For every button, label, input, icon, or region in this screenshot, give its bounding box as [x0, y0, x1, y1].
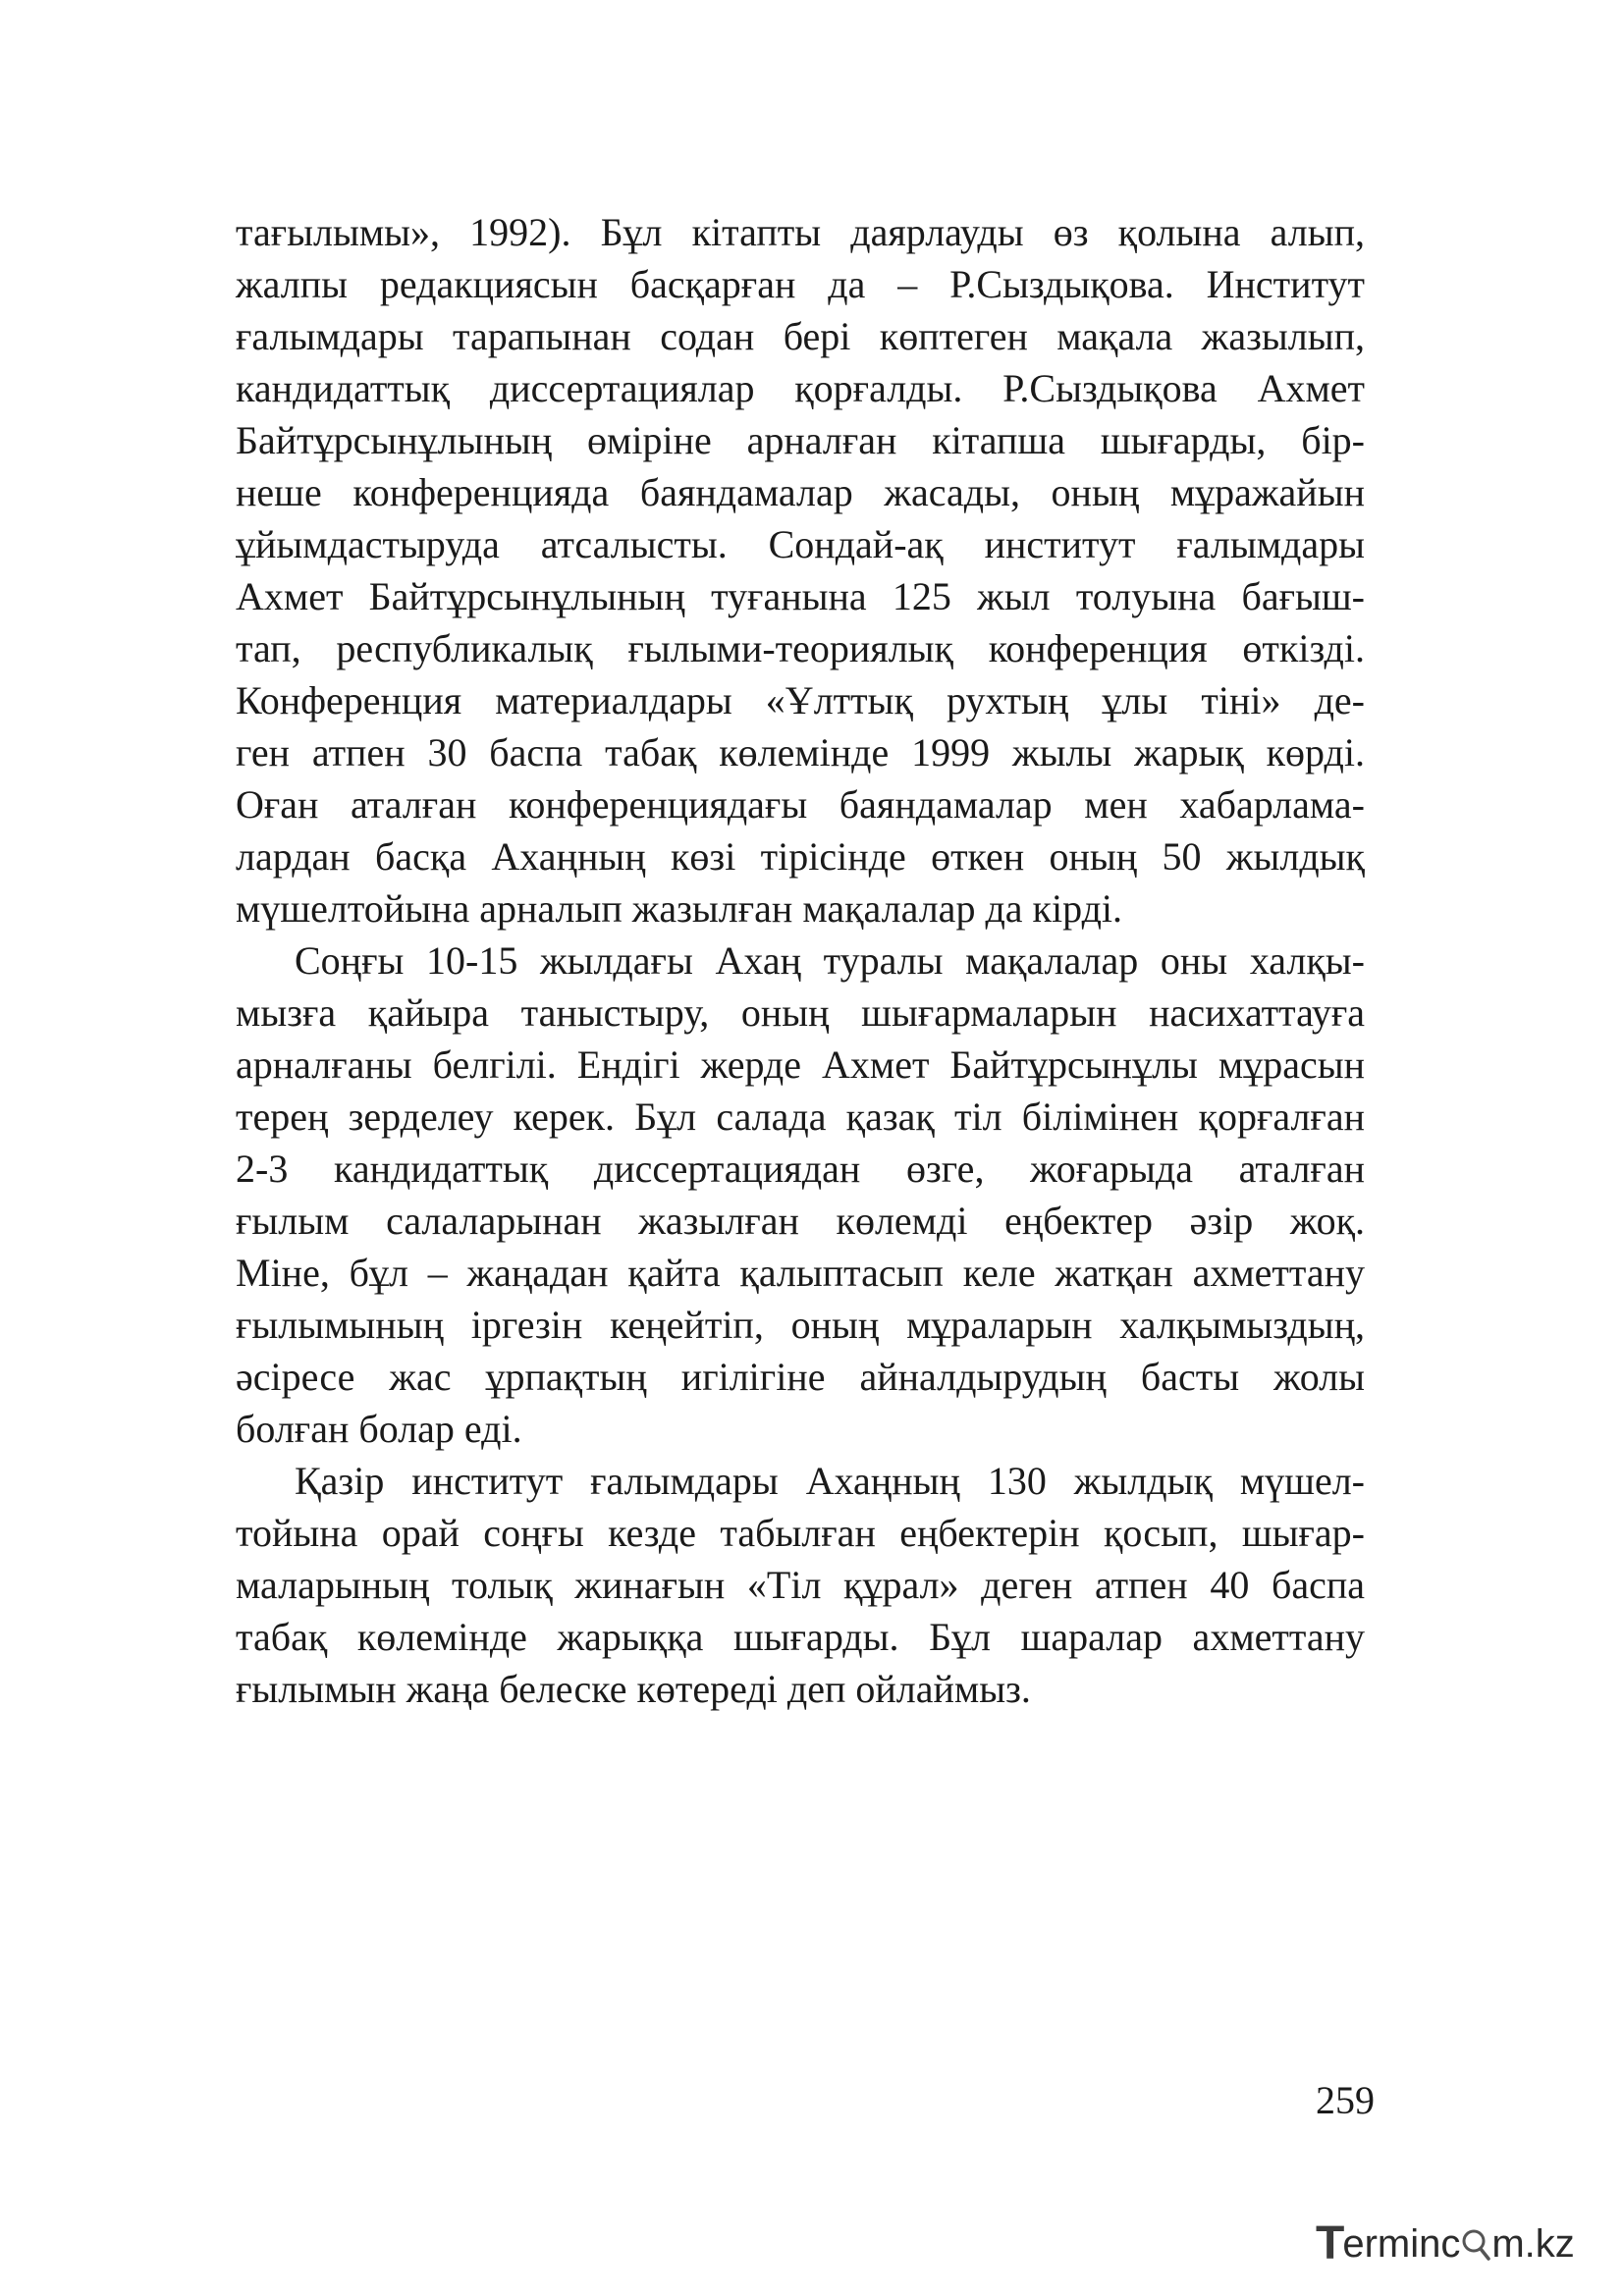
text-line: Байтұрсынұлының өміріне арналған кітапша шығарды, бір- — [236, 418, 1365, 462]
paragraph-3 — [236, 1455, 1365, 1715]
text-line: ғылымын жаңа белеске көтереді деп ойлаймыз. — [236, 1667, 1031, 1711]
text-line: тойына орай соңғы кезде табылған еңбектерін қосып, шығар- — [236, 1511, 1365, 1555]
text-line: кандидаттық диссертациялар қорғалды. Р.Сыздықова Ахмет — [236, 366, 1365, 410]
text-line: маларының толық жинағын «Тіл құрал» деген атпен 40 баспа — [236, 1563, 1365, 1607]
text-line: терең зерделеу керек. Бұл салада қазақ тіл білімінен қорғалған — [236, 1095, 1365, 1139]
text-line: 2-3 кандидаттық диссертациядан өзге, жоғарыда аталған — [236, 1147, 1365, 1191]
text-line: мызға қайыра таныстыру, оның шығармаларын насихаттауға — [236, 990, 1365, 1035]
text-line: жалпы редакциясын басқарған да – Р.Сыздықова. Институт — [236, 262, 1365, 306]
text-line: Міне, бұл – жаңадан қайта қалыптасып келе жатқан ахметтану — [236, 1251, 1365, 1295]
text-line: әсіресе жас ұрпақтың игілігіне айналдырудың басты жолы — [236, 1355, 1365, 1399]
text-line: Конференция материалдары «Ұлттық рухтың ұлы тіні» де- — [236, 678, 1365, 722]
text-line: лардан басқа Ахаңның көзі тірісінде өткен оның 50 жылдық — [236, 834, 1365, 879]
text-line: болған болар еді. — [236, 1407, 522, 1451]
text-line: Ахмет Байтұрсынұлының туғанына 125 жыл толуына бағыш- — [236, 574, 1365, 618]
text-line: Оған аталған конференциядағы баяндамалар мен хабарлама- — [236, 782, 1365, 827]
body-text — [236, 206, 1365, 1715]
text-line: арналғаны белгілі. Ендігі жерде Ахмет Байтұрсынұлы мұрасын — [236, 1042, 1365, 1087]
page-number: 259 — [1316, 2078, 1375, 2122]
watermark-text-part2: c — [1440, 2222, 1461, 2266]
watermark-text-part3: m.kz — [1491, 2222, 1575, 2266]
paragraph-1 — [236, 206, 1365, 934]
text-line: ғалымдары тарапынан содан бері көптеген мақала жазылып, — [236, 314, 1365, 358]
text-line: ғылым салаларынан жазылған көлемді еңбектер әзір жоқ. — [236, 1199, 1365, 1243]
watermark-text-part1: ermin — [1342, 2222, 1441, 2266]
magnifier-icon — [1461, 2226, 1490, 2262]
text-line: ген атпен 30 баспа табақ көлемінде 1999 жылы жарық көрді. — [236, 730, 1365, 774]
watermark-logo — [1316, 2216, 1575, 2271]
text-line: ұйымдастыруда атсалысты. Сондай-ақ институт ғалымдары — [236, 522, 1365, 566]
text-line: Соңғы 10-15 жылдағы Ахаң туралы мақалалар оны халқы- — [295, 938, 1365, 983]
paragraph-2 — [236, 934, 1365, 1455]
text-line: табақ көлемінде жарыққа шығарды. Бұл шаралар ахметтану — [236, 1615, 1365, 1659]
text-line: неше конференцияда баяндамалар жасады, оның мұражайын — [236, 470, 1365, 514]
text-line: тап, республикалық ғылыми-теориялық конференция өткізді. — [236, 626, 1365, 670]
text-line: ғылымының іргезін кеңейтіп, оның мұраларын халқымыздың, — [236, 1303, 1365, 1347]
watermark-letter-t: T — [1316, 2217, 1343, 2269]
text-line: Қазір институт ғалымдары Ахаңның 130 жылдық мүшел- — [295, 1459, 1365, 1503]
text-line: тағылымы», 1992). Бұл кітапты даярлауды өз қолына алып, — [236, 210, 1365, 254]
text-line: мүшелтойына арналып жазылған мақалалар да кірді. — [236, 886, 1123, 931]
